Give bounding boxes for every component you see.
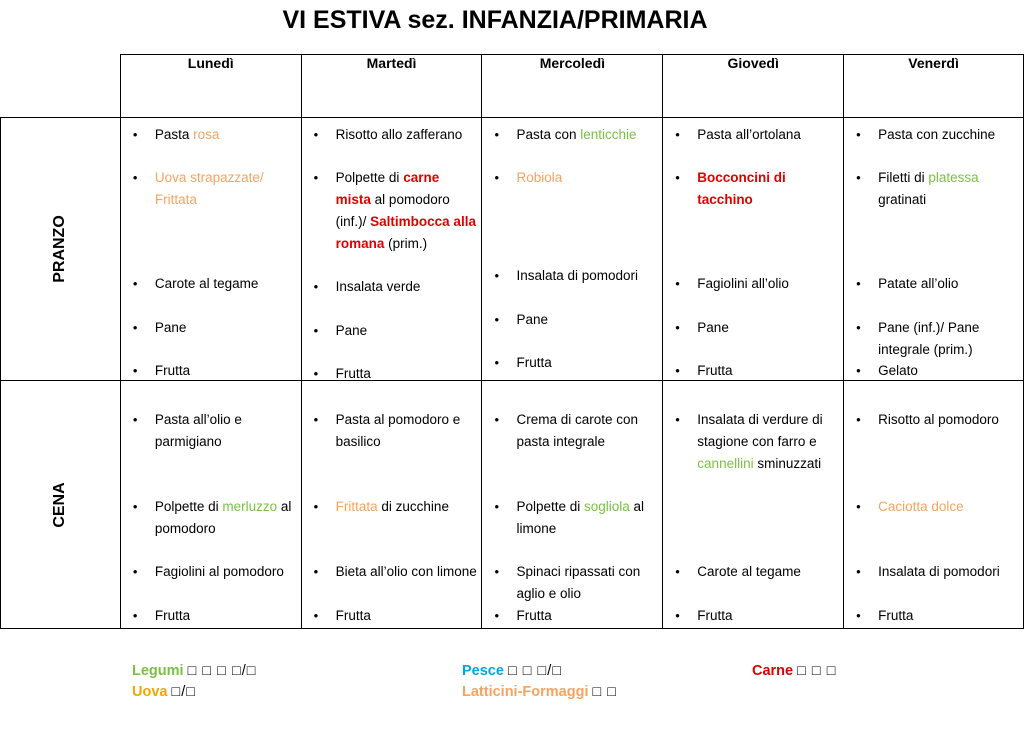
menu-item [490,605,658,627]
bullet-icon: • [856,170,861,185]
menu-item-part: Pasta con [516,127,581,142]
bullet-icon: • [675,564,680,579]
menu-item-part: di zucchine [377,499,449,514]
menu-item [129,273,297,295]
bullet-icon: • [675,320,680,335]
menu-item-text [671,561,839,583]
menu-item-part: Insalata di pomodori [878,564,1000,579]
menu-item-text [671,605,839,627]
menu-item-text [490,561,658,605]
menu-item-text [310,605,478,627]
bullet-icon: • [675,608,680,623]
menu-item-part: Patate all’olio [878,276,959,291]
menu-item-part: Fagiolini al pomodoro [154,564,284,579]
corner-cell [1,55,121,118]
header-row [1,55,1024,118]
menu-item [671,561,839,583]
bullet-icon: • [675,276,680,291]
menu-item [310,276,478,298]
menu-item-part: Pane [697,320,729,335]
menu-item-text [852,605,1019,627]
menu-item-text [671,317,839,339]
legend-label: Carne [752,663,794,679]
menu-item-text [852,360,1019,382]
menu-item [129,496,297,540]
menu-item-text [310,320,478,342]
menu-item [490,124,658,146]
menu-item-part: Risotto allo zafferano [335,127,463,142]
menu-item-text [852,409,1019,431]
menu-item-text [852,496,1019,518]
menu-item-part: Frutta [516,355,552,370]
bullet-icon: • [675,363,680,378]
menu-item-part: Fagiolini all’olio [697,276,789,291]
menu-item-part: Pasta all’olio e parmigiano [154,412,242,449]
day-header: Martedì [301,55,482,118]
menu-item [852,124,1019,146]
bullet-icon: • [494,170,500,185]
menu-item-part: Gelato [878,363,918,378]
menu-cell [301,118,482,381]
day-header: Venerdì [844,55,1024,118]
legend-latticini [462,681,617,703]
bullet-icon: • [856,412,861,427]
menu-item-part: Pane [154,320,187,335]
menu-item-part: Pasta con zucchine [878,127,996,142]
bullet-icon: • [313,608,319,623]
menu-item-part: lenticchie [580,127,637,142]
menu-item-text [671,273,839,295]
menu-item-text [129,167,297,211]
menu-item-text [490,265,658,287]
menu-cell [844,381,1024,629]
menu-item-part: Pane (inf.)/ Pane integrale (prim.) [878,320,980,357]
legend-pesce [462,660,562,682]
bullet-icon: • [132,363,138,378]
menu-item-part: al limone [516,499,645,536]
menu-item-part: Frutta [697,608,733,623]
menu-item-text [490,605,658,627]
menu-item [671,360,839,382]
menu-item [671,124,839,146]
day-header: Giovedì [663,55,844,118]
menu-item-text [129,273,297,295]
menu-item [852,496,1019,518]
bullet-icon: • [494,608,500,623]
bullet-icon: • [856,608,861,623]
menu-item [852,409,1019,431]
menu-cell [301,381,482,629]
menu-item-part: Saltimbocca alla romana [335,214,476,251]
menu-item-part: Pasta [154,127,194,142]
bullet-icon: • [132,608,138,623]
legend-label: Pesce [462,663,504,679]
menu-cell [663,381,844,629]
legend-label: Legumi [132,663,184,679]
menu-item-part: Crema di carote con pasta integrale [516,412,639,449]
menu-item-part: carne mista [335,170,440,207]
menu-item [310,605,478,627]
legend-marks: □ □ □ [797,663,837,679]
menu-item-part: merluzzo [222,499,278,514]
bullet-icon: • [313,499,319,514]
legend-marks: □ □ [592,684,618,700]
menu-item-part: cannellini [697,456,754,471]
menu-item-text [490,309,658,331]
menu-item-text [490,124,658,146]
bullet-icon: • [675,412,680,427]
menu-item-part: Frutta [335,608,371,623]
menu-item-part: gratinati [878,192,927,207]
bullet-icon: • [856,564,861,579]
menu-item [490,309,658,331]
menu-item-text [852,167,1019,211]
menu-item-text [490,496,658,540]
menu-item-part: Pane [335,323,368,338]
meal-label-cell [1,118,121,381]
menu-item [852,167,1019,211]
bullet-icon: • [313,412,319,427]
menu-item-part: Polpette di [516,499,584,514]
menu-item-part: (prim.) [384,236,428,251]
menu-item-part: Bocconcini di tacchino [697,170,786,207]
menu-item-part: Carote al tegame [697,564,801,579]
menu-item-part: Insalata verde [335,279,421,294]
menu-item-text [310,561,478,583]
menu-item-text [852,273,1019,295]
menu-item [490,265,658,287]
menu-item [310,561,478,583]
bullet-icon: • [132,170,138,185]
menu-item-text [129,605,297,627]
bullet-icon: • [494,127,500,142]
menu-item-part: Frutta [154,608,191,623]
bullet-icon: • [313,323,319,338]
menu-item-part: al pomodoro [154,499,292,536]
bullet-icon: • [494,412,500,427]
bullet-icon: • [856,276,861,291]
menu-item-part: Robiola [516,170,563,185]
menu-item [129,317,297,339]
menu-item [129,605,297,627]
menu-item [671,167,839,211]
menu-cell [482,381,663,629]
menu-item [490,496,658,540]
menu-item [310,409,478,453]
bullet-icon: • [494,499,500,514]
bullet-icon: • [132,320,138,335]
legend-label: Latticini-Formaggi [462,684,589,700]
menu-item-text [671,360,839,382]
menu-item-part: Pane [516,312,548,327]
legend-marks: □ □ □ □/□ [187,663,257,679]
menu-item [129,167,297,211]
legend-label: Uova [132,684,168,700]
bullet-icon: • [675,127,680,142]
menu-item [129,409,297,453]
menu-item-text [852,317,1019,361]
menu-item-part: Spinaci ripassati con aglio e olio [516,564,641,601]
bullet-icon: • [494,312,500,327]
menu-item-part: Carote al tegame [154,276,259,291]
menu-item-part: Frutta [154,363,191,378]
menu-item-part: Frutta [878,608,914,623]
legend-uova [132,681,196,703]
day-header: Mercoledì [482,55,663,118]
menu-item-text [852,124,1019,146]
menu-item-text [671,167,839,211]
menu-item-part: Insalata di verdure di stagione con farro e [697,412,823,449]
menu-item [129,360,297,382]
menu-item-part: Pasta all’ortolana [697,127,801,142]
menu-item [310,320,478,342]
menu-item-text [852,561,1019,583]
bullet-icon: • [313,170,319,185]
bullet-icon: • [313,564,319,579]
menu-item-part: platessa [928,170,979,185]
bullet-icon: • [132,412,138,427]
menu-cell [663,118,844,381]
menu-item [310,167,478,255]
menu-item-part: Frutta [697,363,733,378]
menu-item-text [129,360,297,382]
page-title: VI ESTIVA sez. INFANZIA/PRIMARIA [282,6,708,34]
menu-item-text [671,409,839,475]
menu-item-part: Insalata di pomodori [516,268,639,283]
bullet-icon: • [856,320,861,335]
meal-label-cell [1,381,121,629]
menu-item-part: Caciotta dolce [878,499,964,514]
bullet-icon: • [313,279,319,294]
legend-marks: □ □ □/□ [507,663,563,679]
legend-legumi [132,660,257,682]
bullet-icon: • [494,355,500,370]
menu-item [671,605,839,627]
menu-item-text [310,167,478,255]
menu-item-text [490,352,658,374]
menu-item-text [310,496,478,518]
legend-marks: □/□ [171,684,197,700]
menu-item-part: Frutta [516,608,552,623]
menu-item-part: Frutta [335,366,371,381]
menu-item-part: Frittata [335,499,378,514]
bullet-icon: • [856,127,861,142]
menu-item-text [129,409,297,453]
menu-item [671,317,839,339]
menu-item-part: Pasta al pomodoro e basilico [335,412,461,449]
meal-row-cena [1,381,1024,629]
menu-item [852,360,1019,382]
menu-item-text [310,276,478,298]
menu-item [310,124,478,146]
menu-item-text [129,561,297,583]
bullet-icon: • [132,499,138,514]
menu-item-part: sogliola [584,499,630,514]
menu-item-text [490,409,658,453]
menu-item [129,561,297,583]
menu-item [671,273,839,295]
bullet-icon: • [675,170,680,185]
bullet-icon: • [132,564,138,579]
day-header: Lunedì [120,55,301,118]
menu-item-text [129,317,297,339]
menu-item-text [671,124,839,146]
menu-item-text [310,409,478,453]
menu-item-part: Polpette di [335,170,404,185]
menu-cell [120,381,301,629]
menu-item-part: rosa [193,127,220,142]
menu-item [852,317,1019,361]
menu-item [852,273,1019,295]
meal-row-pranzo [1,118,1024,381]
meal-label: PRANZO [51,215,69,283]
menu-item [490,352,658,374]
menu-item [852,605,1019,627]
bullet-icon: • [132,276,138,291]
weekly-menu-table [0,54,1024,629]
legend-carne [752,660,836,682]
menu-item [310,496,478,518]
menu-item [490,167,658,189]
menu-item-part: Risotto al pomodoro [878,412,999,427]
bullet-icon: • [494,268,500,283]
menu-item-part: al pomodoro (inf.)/ [335,192,450,229]
menu-cell [120,118,301,381]
menu-item-part: Uova strapazzate/ Frittata [154,170,264,207]
menu-item-part: Filetti di [878,170,929,185]
menu-item-part: sminuzzati [753,456,822,471]
bullet-icon: • [856,499,861,514]
menu-item-part: Bieta all’olio con limone [335,564,477,579]
menu-cell [844,118,1024,381]
menu-item-text [490,167,658,189]
menu-item-part: Polpette di [154,499,223,514]
menu-cell [482,118,663,381]
bullet-icon: • [494,564,500,579]
menu-item [490,409,658,453]
menu-item [129,124,297,146]
menu-item-text [310,124,478,146]
bullet-icon: • [313,366,319,381]
menu-item-text [129,496,297,540]
bullet-icon: • [132,127,138,142]
menu-item [490,561,658,605]
menu-item [852,561,1019,583]
bullet-icon: • [313,127,319,142]
menu-item [671,409,839,475]
meal-label: CENA [51,481,69,528]
menu-item-text [129,124,297,146]
bullet-icon: • [856,363,861,378]
